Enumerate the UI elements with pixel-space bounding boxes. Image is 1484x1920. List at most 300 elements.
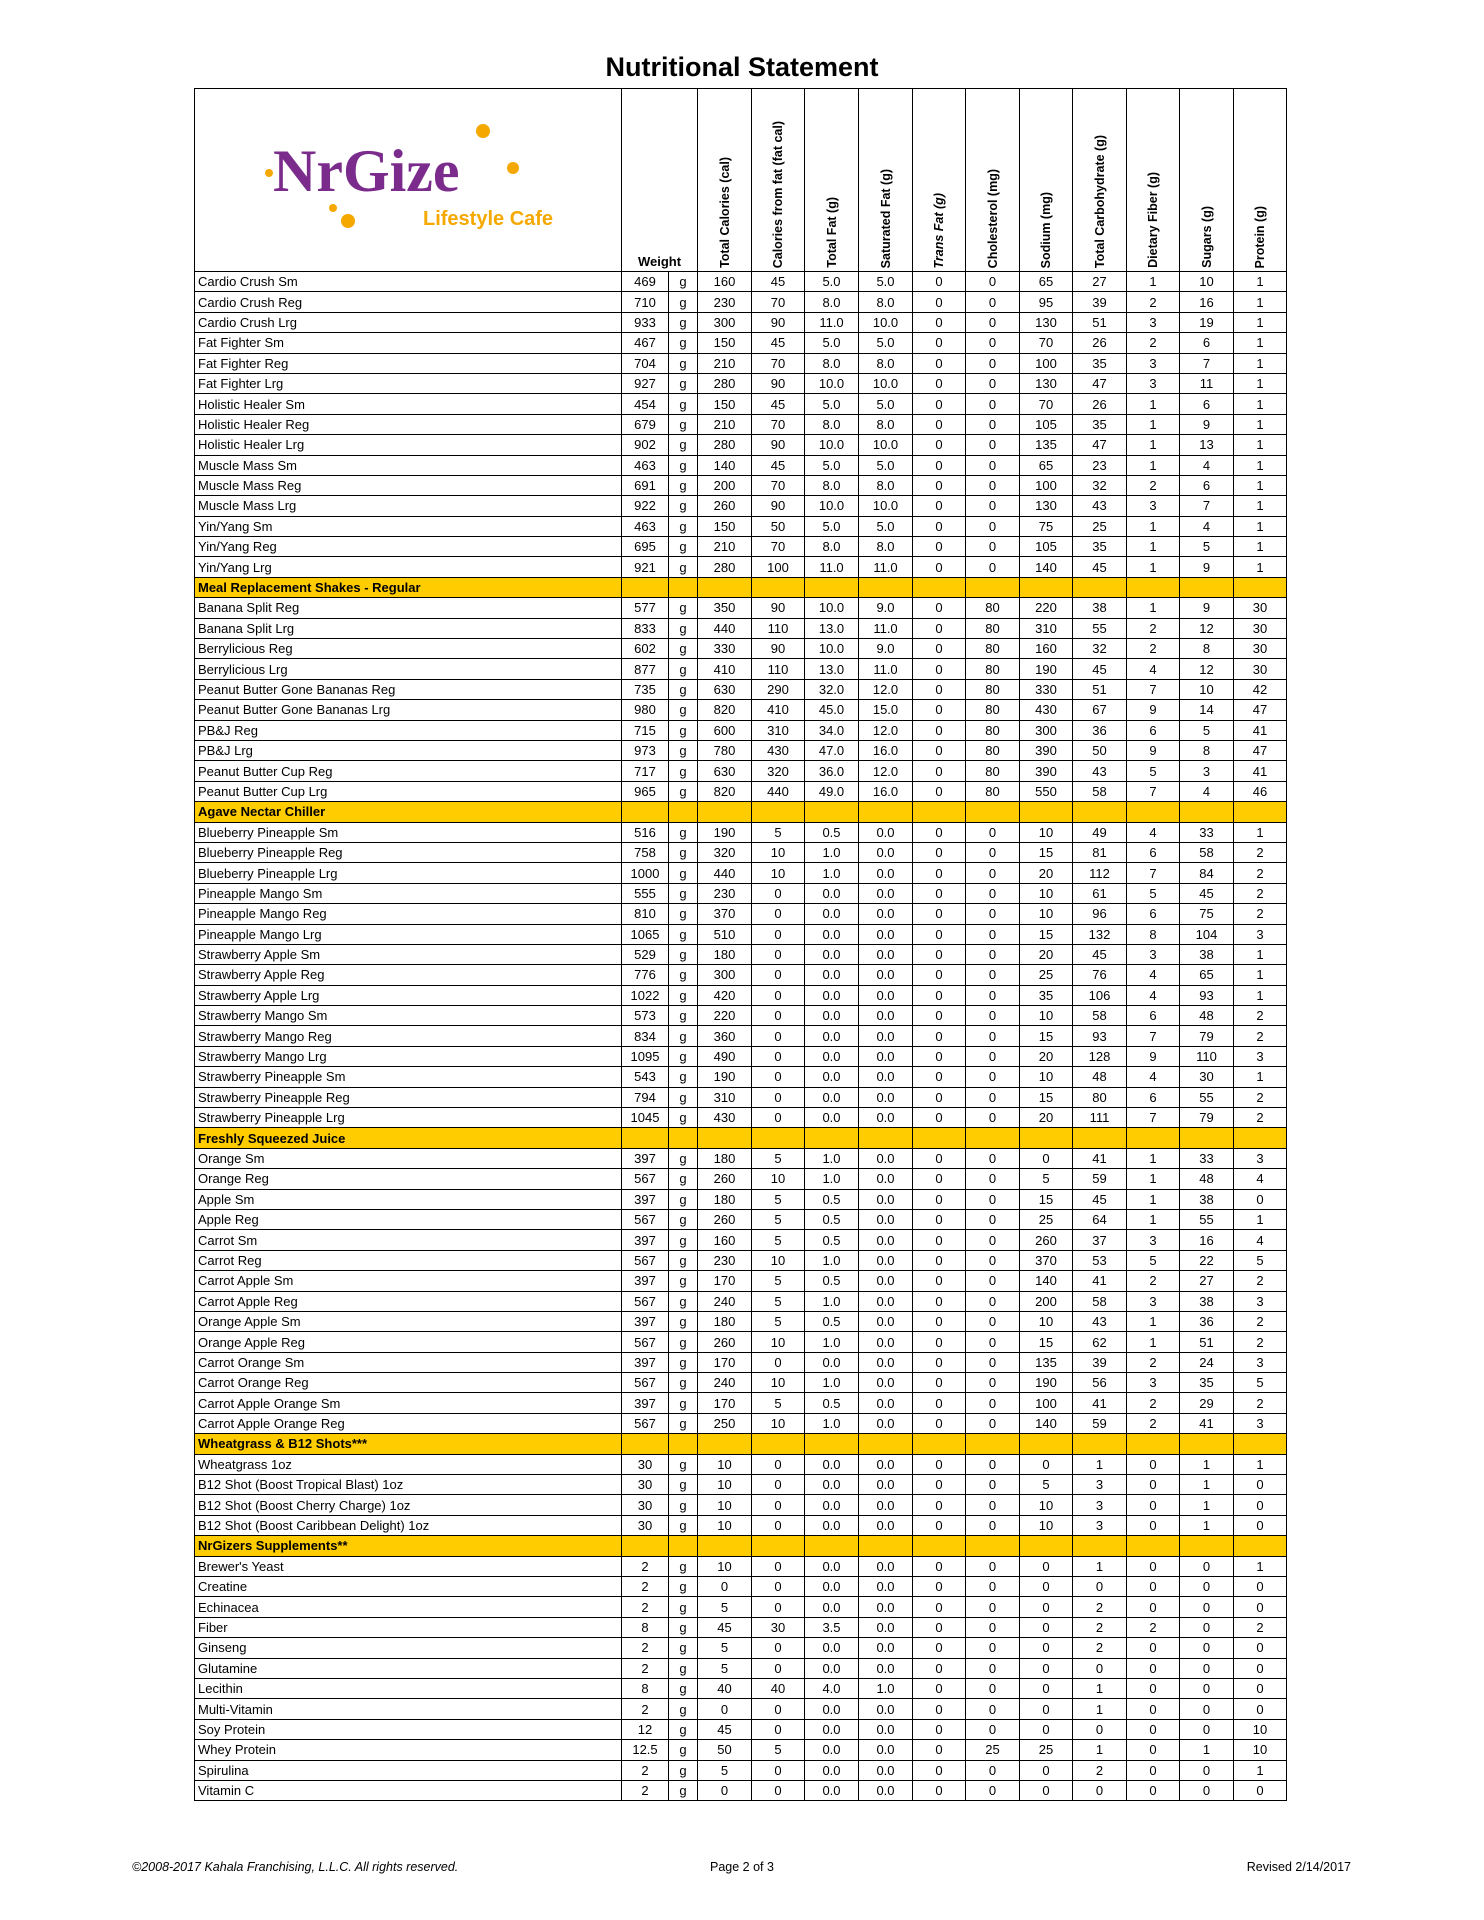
nutrient-value: 0.0 [859,1638,913,1658]
logo-dot [476,124,490,138]
nutrient-value: 0 [966,1271,1020,1291]
nutrient-value: 0 [966,1678,1020,1698]
item-weight: 12 [622,1719,669,1739]
nutrient-value: 220 [698,1006,752,1026]
nutrient-value: 10.0 [805,598,859,618]
item-weight: 454 [622,394,669,414]
nutrient-value: 128 [1073,1046,1127,1066]
item-weight-unit: g [669,292,698,312]
nutrient-value: 23 [1073,455,1127,475]
item-weight-unit: g [669,1597,698,1617]
item-weight: 1095 [622,1046,669,1066]
item-weight: 602 [622,639,669,659]
nutrient-value: 0 [752,1699,805,1719]
nutrient-value: 0 [913,1638,966,1658]
item-name: PB&J Reg [195,720,622,740]
nutrient-value: 36 [1180,1311,1234,1331]
item-weight: 980 [622,700,669,720]
nutrient-value: 10 [698,1556,752,1576]
item-weight-unit: g [669,1393,698,1413]
item-weight: 12.5 [622,1740,669,1760]
nutrient-value: 10 [698,1454,752,1474]
nutrient-value: 0 [1127,1556,1180,1576]
section-filler-cell [859,1434,913,1454]
item-name: Orange Sm [195,1148,622,1168]
item-weight-unit: g [669,679,698,699]
nutrient-value: 6 [1180,475,1234,495]
nutrient-value: 420 [698,985,752,1005]
nutrient-value: 0.0 [805,944,859,964]
nutrient-value: 5.0 [859,394,913,414]
nutrient-value: 10.0 [859,312,913,332]
nutrient-value: 50 [1073,740,1127,760]
section-filler-cell [805,802,859,822]
table-row [195,1026,1287,1046]
section-filler-cell [805,1434,859,1454]
nutrient-value: 80 [1073,1087,1127,1107]
nutrient-value: 67 [1073,700,1127,720]
nutrient-value: 2 [1234,1617,1287,1637]
section-filler-cell [1180,802,1234,822]
item-name: Strawberry Pineapple Sm [195,1067,622,1087]
nutrient-value: 12 [1180,618,1234,638]
section-filler-cell [622,577,669,597]
section-filler-cell [669,802,698,822]
item-weight-unit: g [669,883,698,903]
item-weight: 1022 [622,985,669,1005]
nutrient-value: 50 [698,1740,752,1760]
table-row [195,985,1287,1005]
nutrient-value: 280 [698,373,752,393]
nutrient-value: 0 [913,353,966,373]
nutrient-value: 1 [1234,516,1287,536]
item-weight-unit: g [669,720,698,740]
nutrient-value: 9 [1127,1046,1180,1066]
nutrient-value: 0 [966,822,1020,842]
item-weight-unit: g [669,904,698,924]
nutrient-value: 36.0 [805,761,859,781]
nutrient-value: 5 [1127,761,1180,781]
nutrient-value: 0 [966,1475,1020,1495]
section-header-row [195,1434,1287,1454]
nutrient-value: 0 [913,414,966,434]
table-row [195,414,1287,434]
item-weight-unit: g [669,1617,698,1637]
nutrient-value: 8.0 [805,353,859,373]
nutrient-value: 5 [1180,537,1234,557]
table-row [195,944,1287,964]
nutrient-value: 2 [1127,333,1180,353]
item-weight: 30 [622,1515,669,1535]
section-filler-cell [1234,1434,1287,1454]
nutrient-value: 8.0 [805,475,859,495]
item-name: B12 Shot (Boost Caribbean Delight) 1oz [195,1515,622,1535]
nutrient-value: 8.0 [805,537,859,557]
nutrient-value: 0 [913,761,966,781]
nutrient-value: 6 [1127,1006,1180,1026]
item-weight-unit: g [669,496,698,516]
item-weight-unit: g [669,1026,698,1046]
nutrient-value: 0 [1020,1780,1073,1800]
item-weight-unit: g [669,373,698,393]
nutrient-value: 65 [1020,455,1073,475]
nutrient-value: 37 [1073,1230,1127,1250]
nutrient-value: 70 [1020,333,1073,353]
nutrient-value: 0.0 [859,1352,913,1372]
item-name: Cardio Crush Sm [195,272,622,292]
nutrient-value: 210 [698,414,752,434]
nutrient-value: 0 [1234,1678,1287,1698]
nutrient-value: 110 [752,618,805,638]
nutrient-value: 48 [1073,1067,1127,1087]
nutrient-value: 26 [1073,333,1127,353]
nutrient-value: 70 [1020,394,1073,414]
nutrient-value: 0 [1234,1780,1287,1800]
item-name: Banana Split Lrg [195,618,622,638]
section-filler-cell [1127,802,1180,822]
item-name: Wheatgrass 1oz [195,1454,622,1474]
nutrient-value: 0 [1020,1760,1073,1780]
nutrient-value: 0 [752,1638,805,1658]
table-row [195,516,1287,536]
nutrient-value: 1 [1234,312,1287,332]
item-weight: 567 [622,1413,669,1433]
nutrient-value: 0 [913,1617,966,1637]
nutrient-value: 3 [1073,1475,1127,1495]
item-name: Carrot Orange Reg [195,1373,622,1393]
nutrient-value: 5.0 [805,272,859,292]
nutrient-value: 10 [1020,1495,1073,1515]
nutrient-value: 4 [1127,822,1180,842]
nutrient-value: 1 [1073,1454,1127,1474]
item-name: Vitamin C [195,1780,622,1800]
item-name: Peanut Butter Gone Bananas Lrg [195,700,622,720]
nutrient-value: 5 [1234,1250,1287,1270]
nutrient-value: 53 [1073,1250,1127,1270]
nutrient-value: 0 [752,904,805,924]
item-name: Creatine [195,1577,622,1597]
nutrient-value: 2 [1234,1087,1287,1107]
nutrient-value: 10 [1020,1515,1073,1535]
section-filler-cell [1127,1434,1180,1454]
table-row [195,700,1287,720]
nutrient-value: 43 [1073,1311,1127,1331]
nutrient-value: 1 [1127,1311,1180,1331]
nutrient-value: 90 [752,639,805,659]
nutrient-value: 0 [966,904,1020,924]
nutrient-value: 3 [1234,924,1287,944]
section-filler-cell [859,802,913,822]
nutrient-value: 32 [1073,475,1127,495]
nutrient-value: 4 [1234,1230,1287,1250]
section-filler-cell [913,1536,966,1556]
nutrient-value: 0.0 [805,1638,859,1658]
item-weight: 1065 [622,924,669,944]
nutrient-value: 104 [1180,924,1234,944]
nutrient-value: 59 [1073,1169,1127,1189]
logo-brand: NrGize [273,137,460,204]
item-weight-unit: g [669,618,698,638]
nutrient-value: 0 [913,1413,966,1433]
item-name: Carrot Apple Sm [195,1271,622,1291]
nutrient-value: 0 [1234,1475,1287,1495]
table-row [195,1087,1287,1107]
section-filler-cell [805,577,859,597]
nutrient-value: 0 [913,1699,966,1719]
table-row [195,1373,1287,1393]
logo-tagline: Lifestyle Cafe [423,207,554,230]
item-name: Holistic Healer Lrg [195,435,622,455]
nutrient-value: 0.0 [859,1740,913,1760]
nutrient-value: 180 [698,1148,752,1168]
nutrient-value: 58 [1073,1006,1127,1026]
nutrient-value: 0 [1180,1678,1234,1698]
nutrient-value: 10 [698,1495,752,1515]
nutrient-value: 0 [913,516,966,536]
nutrient-value: 15 [1020,842,1073,862]
nutrient-value: 5 [752,1393,805,1413]
nutrient-value: 5 [752,1230,805,1250]
nutrient-value: 0 [752,1556,805,1576]
nutrient-value: 3 [1127,353,1180,373]
nutrient-value: 5.0 [805,333,859,353]
nutrient-value: 0 [1020,1678,1073,1698]
nutrient-value: 0 [966,1617,1020,1637]
nutrient-value: 0.0 [805,924,859,944]
nutrient-value: 1.0 [805,863,859,883]
nutrient-value: 15 [1020,1026,1073,1046]
nutrient-value: 7 [1127,863,1180,883]
nutrient-value: 0 [966,965,1020,985]
nutrient-value: 2 [1234,863,1287,883]
nutrient-value: 15 [1020,1189,1073,1209]
nutrient-value: 0 [966,496,1020,516]
nutrition-table [194,88,1287,1801]
item-weight-unit: g [669,1475,698,1495]
table-row [195,1230,1287,1250]
section-filler-cell [752,1434,805,1454]
nutrient-value: 2 [1127,639,1180,659]
item-weight: 710 [622,292,669,312]
table-row [195,1067,1287,1087]
item-weight-unit: g [669,537,698,557]
nutrient-value: 34.0 [805,720,859,740]
nutrient-value: 0.5 [805,822,859,842]
section-filler-cell [1234,802,1287,822]
nutrient-value: 0 [913,394,966,414]
nutrient-value: 0 [1127,1454,1180,1474]
nutrient-value: 8 [1180,740,1234,760]
nutrient-value: 3 [1234,1046,1287,1066]
section-filler-cell [752,1128,805,1148]
item-weight-unit: g [669,1169,698,1189]
nutrient-value: 5 [752,822,805,842]
nutrient-value: 9 [1180,598,1234,618]
table-row [195,1148,1287,1168]
nutrient-value: 0 [1020,1597,1073,1617]
item-name: PB&J Lrg [195,740,622,760]
nutrient-value: 0 [1234,1515,1287,1535]
table-row [195,842,1287,862]
nutrient-value: 1 [1073,1699,1127,1719]
item-name: Soy Protein [195,1719,622,1739]
section-filler-cell [966,577,1020,597]
nutrient-value: 1 [1234,292,1287,312]
nutrient-value: 780 [698,740,752,760]
nutrient-value: 3.5 [805,1617,859,1637]
item-name: Pineapple Mango Sm [195,883,622,903]
nutrient-value: 0 [1127,1515,1180,1535]
nutrient-value: 10 [752,1373,805,1393]
item-name: Carrot Orange Sm [195,1352,622,1372]
nutrient-value: 0 [752,1087,805,1107]
nutrient-value: 45 [1073,944,1127,964]
nutrient-value: 1.0 [805,1413,859,1433]
item-weight-unit: g [669,598,698,618]
nutrient-value: 1 [1234,455,1287,475]
item-name: Berrylicious Lrg [195,659,622,679]
nutrient-value: 4 [1180,781,1234,801]
nutrient-value: 49 [1073,822,1127,842]
nutrient-value: 110 [752,659,805,679]
nutrient-value: 0 [966,394,1020,414]
nutrient-value: 0 [913,883,966,903]
nutrient-value: 0 [966,1515,1020,1535]
nutrient-value: 1 [1073,1740,1127,1760]
section-filler-cell [622,1128,669,1148]
nutrient-value: 1 [1180,1475,1234,1495]
table-row [195,1189,1287,1209]
nutrient-value: 0 [1180,1597,1234,1617]
nutrient-value: 1 [1234,537,1287,557]
nutrient-value: 0 [1234,1495,1287,1515]
nutrient-value: 0 [966,863,1020,883]
nutrient-value: 0.0 [805,1658,859,1678]
nutrient-value: 0.0 [805,1740,859,1760]
nutrient-value: 0 [913,496,966,516]
nutrient-value: 0 [966,1760,1020,1780]
nutrient-value: 8 [1180,639,1234,659]
nutrient-value: 330 [1020,679,1073,699]
section-filler-cell [1180,1128,1234,1148]
nutrient-value: 0 [1180,1658,1234,1678]
item-weight: 30 [622,1475,669,1495]
col-header-trans-fat [913,89,966,272]
nutrient-value: 0 [913,1332,966,1352]
nutrient-value: 2 [1127,1413,1180,1433]
section-filler-cell [1073,1434,1127,1454]
nutrient-value: 310 [1020,618,1073,638]
table-row [195,1271,1287,1291]
nutrient-value: 550 [1020,781,1073,801]
nutrient-value: 0 [752,1067,805,1087]
nutrient-value: 38 [1180,1291,1234,1311]
nutrient-value: 93 [1180,985,1234,1005]
nutrient-value: 0.0 [859,1209,913,1229]
nutrient-value: 0 [966,537,1020,557]
nutrient-value: 0 [966,1454,1020,1474]
nutrient-value: 11.0 [805,312,859,332]
nutrient-value: 45 [752,394,805,414]
nutrient-value: 0 [966,924,1020,944]
item-weight: 679 [622,414,669,434]
nutrient-value: 0 [913,292,966,312]
nutrient-value: 38 [1180,1189,1234,1209]
nutrient-value: 10.0 [859,435,913,455]
nutrient-value: 40 [698,1678,752,1698]
item-weight: 2 [622,1699,669,1719]
nutrient-value: 320 [698,842,752,862]
item-name: Banana Split Reg [195,598,622,618]
nutrient-value: 0 [1180,1556,1234,1576]
nutrient-value: 7 [1127,679,1180,699]
col-header-protein [1234,89,1287,272]
table-row [195,1740,1287,1760]
nutrient-value: 10 [1020,883,1073,903]
nutrient-value: 0.0 [859,883,913,903]
item-weight-unit: g [669,1413,698,1433]
item-weight: 758 [622,842,669,862]
col-header-label: Sodium (mg) [1039,191,1053,268]
nutrient-value: 0.0 [805,1556,859,1576]
section-filler-cell [1020,802,1073,822]
nutrient-value: 0 [1234,1658,1287,1678]
nutrient-value: 27 [1073,272,1127,292]
nutrient-value: 30 [1234,618,1287,638]
nutrient-value: 1.0 [805,1332,859,1352]
nutrient-value: 1 [1234,373,1287,393]
col-header-label: Calories from fat (fat cal) [771,120,785,268]
section-filler-cell [669,1434,698,1454]
table-row [195,965,1287,985]
nutrient-value: 0 [966,1413,1020,1433]
nutrient-value: 0.0 [805,904,859,924]
nutrient-value: 41 [1073,1393,1127,1413]
col-header-calories-from-fat [752,89,805,272]
item-name: Peanut Butter Gone Bananas Reg [195,679,622,699]
nutrient-value: 0.0 [805,1515,859,1535]
nutrient-value: 130 [1020,373,1073,393]
nutrient-value: 2 [1234,842,1287,862]
section-filler-cell [669,1536,698,1556]
nutrient-value: 56 [1073,1373,1127,1393]
section-filler-cell [859,1536,913,1556]
nutrient-value: 30 [752,1617,805,1637]
nutrient-value: 5 [752,1291,805,1311]
section-filler-cell [966,802,1020,822]
nutrient-value: 0.0 [805,965,859,985]
section-filler-cell [859,1128,913,1148]
item-weight: 516 [622,822,669,842]
nutrient-value: 0 [752,1475,805,1495]
nutrient-value: 0.0 [859,1393,913,1413]
nutrient-value: 820 [698,700,752,720]
nutrient-value: 0 [966,985,1020,1005]
item-weight: 833 [622,618,669,638]
nutrient-value: 0.0 [859,1067,913,1087]
nutrient-value: 0 [1127,1760,1180,1780]
table-row [195,1006,1287,1026]
table-row [195,435,1287,455]
nutrient-value: 300 [698,965,752,985]
item-name: Berrylicious Reg [195,639,622,659]
nutrient-value: 0 [966,1189,1020,1209]
nutrient-value: 0.0 [805,1067,859,1087]
nutrient-value: 0 [698,1577,752,1597]
nutrient-value: 150 [698,516,752,536]
nutrient-value: 0 [966,1556,1020,1576]
nutrient-value: 2 [1127,1352,1180,1372]
